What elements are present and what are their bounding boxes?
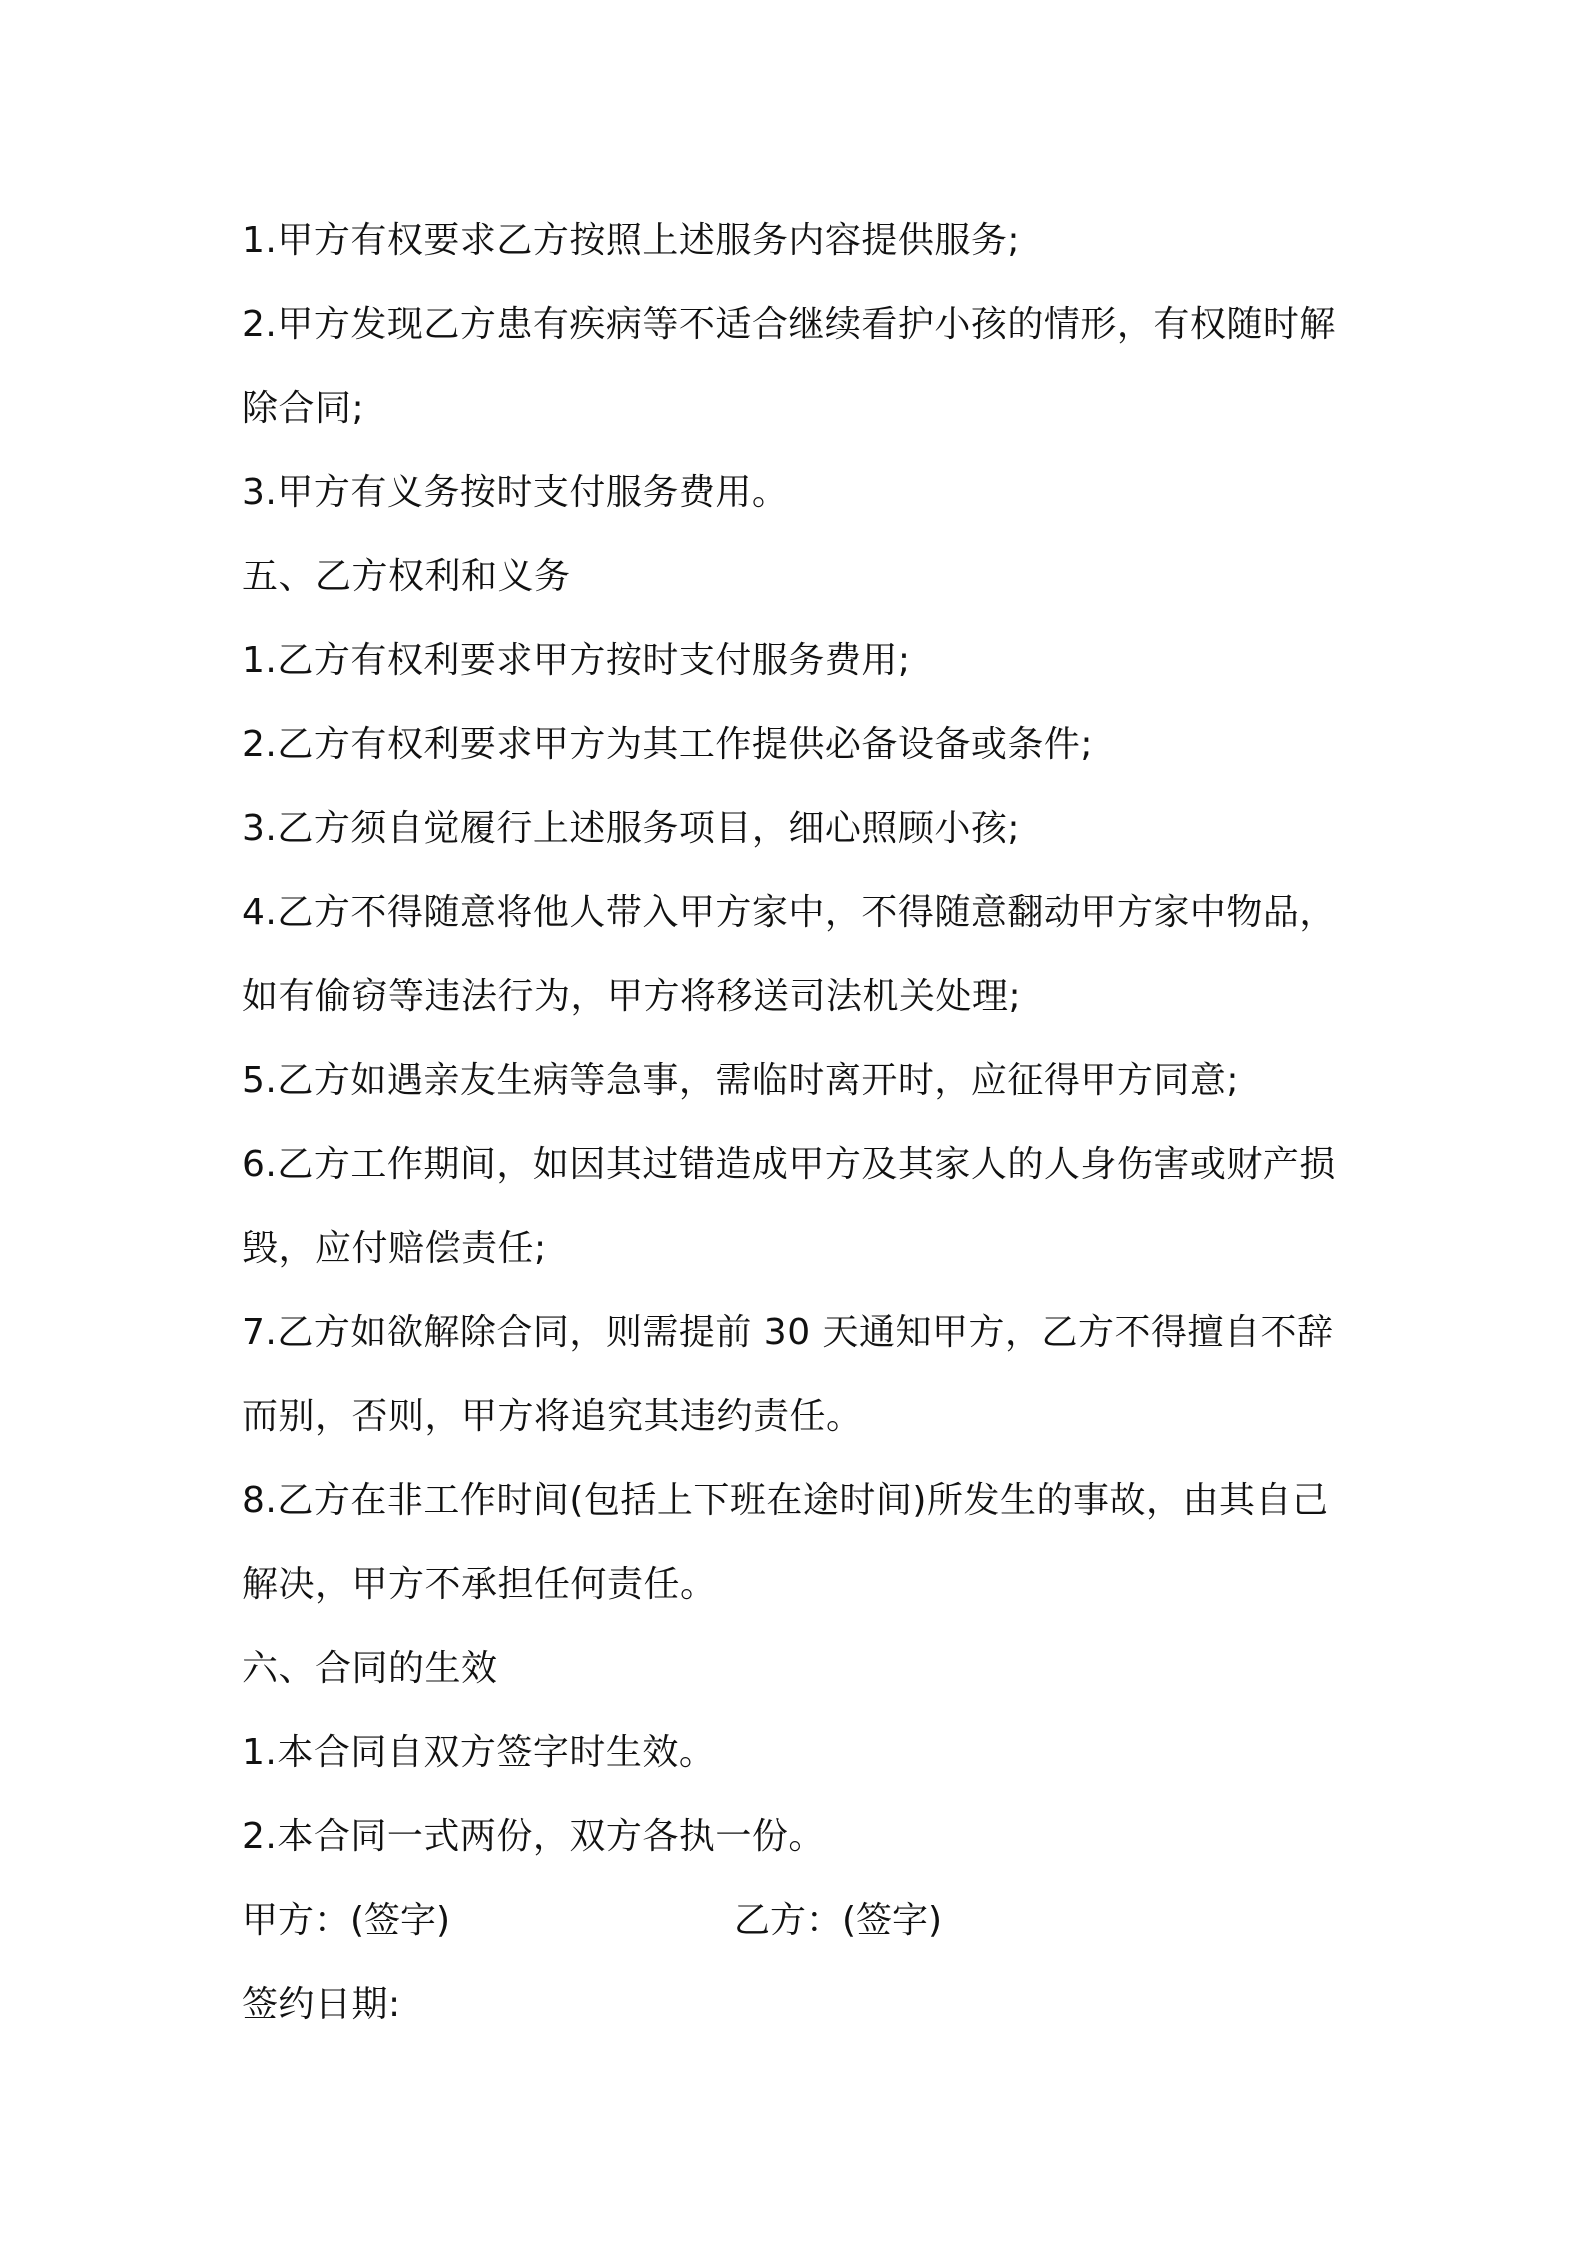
clause-line: 如有偷窃等违法行为，甲方将移送司法机关处理;	[242, 976, 1022, 1017]
clause-line: 1.甲方有权要求乙方按照上述服务内容提供服务;	[242, 220, 1020, 261]
contract-body	[242, 199, 1362, 2047]
clause-line: 4.乙方不得随意将他人带入甲方家中，不得随意翻动甲方家中物品，	[242, 892, 1336, 933]
clause-line: 3.乙方须自觉履行上述服务项目，细心照顾小孩;	[242, 808, 1020, 849]
clause-line: 6.乙方工作期间，如因其过错造成甲方及其家人的人身伤害或财产损	[242, 1144, 1336, 1185]
signature-row	[242, 1879, 1362, 1963]
clause-line: 8.乙方在非工作时间(包括上下班在途时间)所发生的事故，由其自己	[242, 1480, 1329, 1521]
clause-line: 7.乙方如欲解除合同，则需提前 30 天通知甲方，乙方不得擅自不辞	[242, 1312, 1334, 1353]
clause-line: 除合同;	[242, 388, 365, 429]
section-heading: 六、合同的生效	[242, 1648, 498, 1689]
clause-line: 2.乙方有权利要求甲方为其工作提供必备设备或条件;	[242, 724, 1093, 765]
party-b-signature-label: 乙方：(签字)	[734, 1900, 943, 1941]
signing-date-label: 签约日期:	[242, 1984, 401, 2025]
clause-line: 毁，应付赔偿责任;	[242, 1228, 547, 1269]
clause-line: 5.乙方如遇亲友生病等急事，需临时离开时，应征得甲方同意;	[242, 1060, 1239, 1101]
section-heading: 五、乙方权利和义务	[242, 556, 571, 597]
clause-line: 2.本合同一式两份，双方各执一份。	[242, 1816, 825, 1857]
clause-line: 解决，甲方不承担任何责任。	[242, 1564, 717, 1605]
clause-line: 2.甲方发现乙方患有疾病等不适合继续看护小孩的情形，有权随时解	[242, 304, 1336, 345]
clause-line: 1.本合同自双方签字时生效。	[242, 1732, 716, 1773]
party-a-signature-label: 甲方：(签字)	[242, 1900, 451, 1941]
clause-line: 3.甲方有义务按时支付服务费用。	[242, 472, 789, 513]
clause-line: 而别，否则，甲方将追究其违约责任。	[242, 1396, 863, 1437]
clause-line: 1.乙方有权利要求甲方按时支付服务费用;	[242, 640, 911, 681]
